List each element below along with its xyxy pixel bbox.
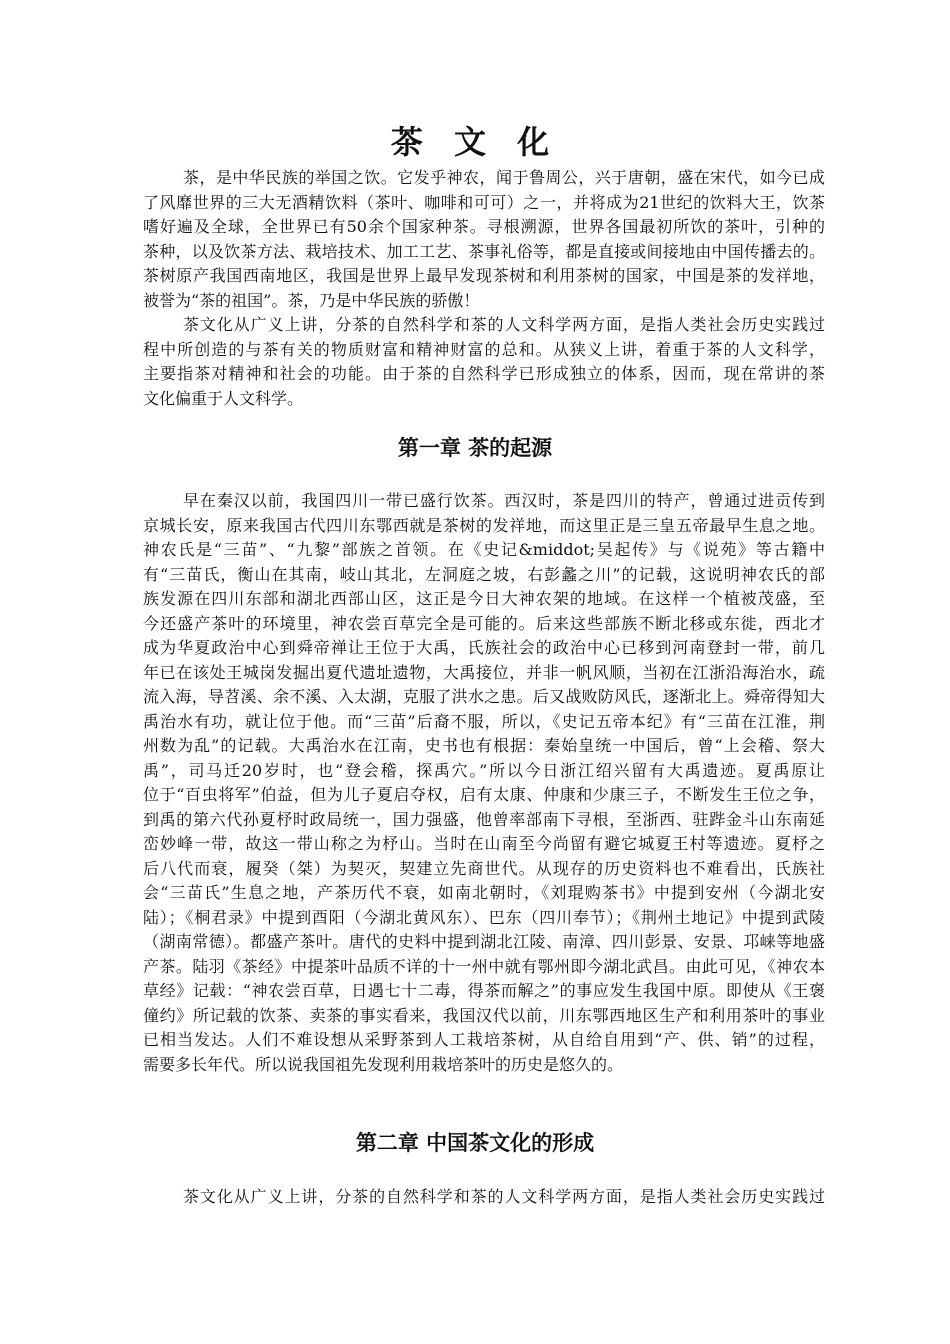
text-line: 主要指茶对精神和社会的功能。由于茶的自然科学已形成独立的体系，因而，现在常讲的茶 <box>143 364 825 383</box>
text-line: 已相当发达。人们不难设想从采野茶到人工栽培茶树，从自给自用到“产、供、销”的过程， <box>143 1030 825 1049</box>
text-line: （湖南常德）。都盛产茶叶。唐代的史料中提到湖北江陵、南漳、四川彭景、安景、邛崃等地盛 <box>143 932 825 951</box>
text-line: 文化偏重于人文科学。 <box>143 388 304 408</box>
text-line: 程中所创造的与茶有关的物质财富和精神财富的总和。从狭义上讲，着重于茶的人文科学， <box>143 339 825 359</box>
text-line: 草经》记载：“神农尝百草，日遇七十二毒，得茶而解之”的事应发生我国中原。即使从《王褒 <box>143 981 825 1000</box>
chapter-1-heading: 第一章 茶的起源 <box>397 436 553 460</box>
chapter-2-paragraph <box>143 1185 825 1210</box>
text-line: 茶文化从广义上讲，分茶的自然科学和茶的人文科学两方面，是指人类社会历史实践过 <box>183 1187 825 1206</box>
chapter-2-heading: 第二章 中国茶文化的形成 <box>355 1131 595 1155</box>
text-line: 有“三苗氏，衡山在其南，岐山其北，左洞庭之坡，右彭蠡之川”的记载，这说明神农氏的部 <box>143 564 825 584</box>
text-line: 到禹的第六代孙夏杼时政局统一，国力强盛，他曾率部南下寻根，至浙西、驻跸金斗山东南延 <box>143 809 825 829</box>
text-line: 流入海，导苕溪、余不溪、入太湖，克服了洪水之患。后又战败防风氏，逐渐北上。舜帝得知大 <box>143 687 825 706</box>
text-line: 禹治水有功，就让位于他。而“三苗”后裔不服，所以，《史记五帝本纪》有“三苗在江淮，荆 <box>143 711 825 731</box>
text-line: 峦妙峰一带，故这一带山称之为杼山。当时在山南至今尚留有避它城夏王村等遗迹。夏杼之 <box>143 834 825 853</box>
intro-paragraph-2 <box>143 313 825 411</box>
text-line: 茶，是中华民族的举国之饮。它发乎神农，闻于鲁周公，兴于唐朝，盛在宋代，如今已成 <box>183 168 825 187</box>
text-line: 茶树原产我国西南地区，我国是世界上最早发现茶树和利用茶树的国家，中国是茶的发祥地， <box>143 266 825 285</box>
document-title: 茶 文 化 <box>390 123 560 161</box>
text-line: 神农氏是“三苗”、“九黎”部族之首领。在《史记&middot;吴起传》与《说苑》等古籍中 <box>143 540 825 559</box>
text-line: 京城长安，原来我国古代四川东鄂西就是茶树的发祥地，而这里正是三皇五帝最早生息之地。 <box>143 515 825 535</box>
text-line: 族发源在四川东部和湖北西部山区，这正是今日大神农架的地域。在这样一个植被茂盛，至 <box>143 589 825 608</box>
intro-paragraph-1 <box>143 166 825 313</box>
text-line: 茶种，以及饮茶方法、栽培技术、加工工艺、茶事礼俗等，都是直接或间接地由中国传播去的。 <box>143 241 825 261</box>
text-line: 茶文化从广义上讲，分茶的自然科学和茶的人文科学两方面，是指人类社会历史实践过 <box>183 315 825 334</box>
text-line: 被誉为“茶的祖国”。茶，乃是中华民族的骄傲！ <box>143 290 480 310</box>
text-line: 了风靡世界的三大无酒精饮料（茶叶、咖啡和可可）之一，并将成为21世纪的饮料大王，饮茶 <box>143 192 825 212</box>
text-line: 年已在该处王城岗发掘出夏代遗址遗物，大禹接位，并非一帆风顺，当初在江浙沿海治水，疏 <box>143 662 825 682</box>
text-line: 成为华夏政治中心到舜帝禅让王位于大禹，氏族社会的政治中心已移到河南登封一带，前几 <box>143 638 825 657</box>
text-line: 位于“百虫将军”伯益，但为儿子夏启夺权，启有太康、仲康和少康三子，不断发生王位之争， <box>143 785 825 804</box>
text-line: 禹”，司马迁20岁时，也“登会稽，探禹穴。”所以今日浙江绍兴留有大禹遗迹。夏禹原让 <box>143 760 825 780</box>
text-line: 后八代而衰，履癸（桀）为契灭，契建立先商世代。从现存的历史资料也不难看出，氏族社 <box>143 858 825 878</box>
text-line: 今还盛产茶叶的环境里，神农尝百草完全是可能的。后来这些部族不断北移或东徙，西北才 <box>143 613 825 633</box>
text-line: 需要多长年代。所以说我国祖先发现利用栽培茶叶的历史是悠久的。 <box>143 1054 624 1074</box>
text-line: 陆）；《桐君录》中提到酉阳（今湖北黄风东）、巴东（四川奉节）；《荆州土地记》中提到武陵 <box>143 907 825 927</box>
text-line: 州数为乱”的记载。大禹治水在江南，史书也有根据：秦始皇统一中国后，曾“上会稽、祭大 <box>143 736 825 755</box>
text-line: 僮约》所记载的饮茶、卖茶的事实看来，我国汉代以前，川东鄂西地区生产和利用茶叶的事业 <box>143 1005 825 1025</box>
text-line: 早在秦汉以前，我国四川一带已盛行饮茶。西汉时，茶是四川的特产，曾通过进贡传到 <box>183 491 825 510</box>
chapter-1-paragraph <box>143 489 825 1077</box>
text-line: 嗜好遍及全球，全世界已有50余个国家种茶。寻根溯源，世界各国最初所饮的茶叶，引种的 <box>143 217 825 236</box>
text-line: 产茶。陆羽《茶经》中提茶叶品质不详的十一州中就有鄂州即今湖北武昌。由此可见，《神农本 <box>143 956 825 976</box>
text-line: 会“三苗氏”生息之地，产茶历代不衰，如南北朝时，《刘琨购茶书》中提到安州（今湖北安 <box>143 883 825 902</box>
